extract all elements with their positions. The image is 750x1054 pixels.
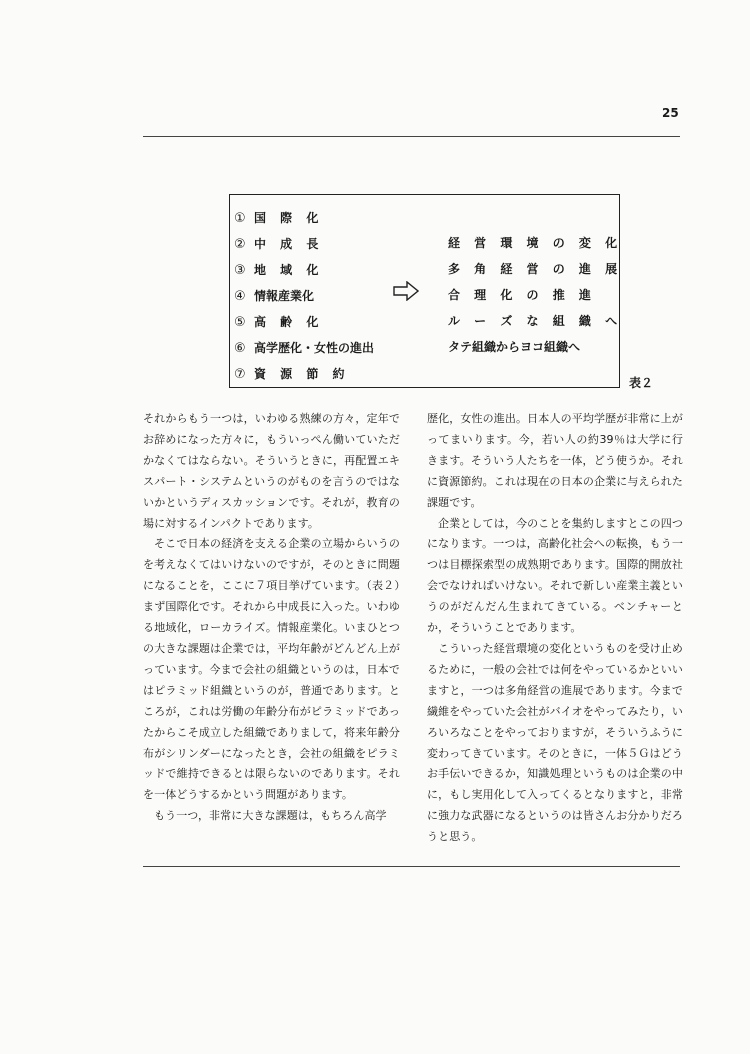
paragraph: 歴化，女性の進出。日本人の平均学歴が非常に上がってまいります。今，若い人の約39％は大学に行きます。そういう人たちを一体，どう使うか。それに資源節約。これは現在の日本の企業に与えられた課題です。: [427, 412, 683, 509]
item-number: ⑤: [234, 315, 246, 330]
outline-right-arrow-icon: [393, 281, 419, 301]
item-label: 情報産業化: [254, 289, 315, 303]
result-item: タテ組織からヨコ組織へ: [448, 340, 581, 354]
item-label: 地 域 化: [254, 263, 324, 277]
item-label: 高 齢 化: [254, 315, 324, 329]
item-label: 国 際 化: [254, 211, 324, 225]
paragraph: そこで日本の経済を支える企業の立場からいうのを考えなくてはいけないのですが，そのときに問題になることを，ここに７項目挙げています。（表２）まず国際化です。それから中成長に入った。いわゆる地域化，ローカライズ。情報産業化。いまひとつの大きな課題は企業では，平均年齢がどんどん上がっています。今まで会社の組織というのは，日本ではピラミッド組織というのが，普通であります。ところが，これは労働の年齢分布がピラミッドであったからこそ成立した組織でありまして，将来年齢分布がシリンダーになったとき，会社の組織をピラミッドで維持できるとは限らないのであります。それを一体どうするかという問題があります。: [143, 537, 400, 802]
table-2-box: [229, 194, 623, 388]
result-item: 多 角 経 営 の 進 展: [448, 262, 623, 276]
factor-item: [234, 309, 374, 335]
result-item: 経 営 環 境 の 変 化: [448, 236, 623, 250]
table-caption: 表２: [629, 376, 654, 390]
factor-item: [234, 231, 374, 257]
item-label: 高学歴化・女性の進出: [254, 341, 375, 355]
factor-list: [234, 205, 374, 387]
item-label: 中 成 長: [254, 237, 324, 251]
item-number: ⑥: [234, 341, 246, 356]
factor-item: [234, 335, 374, 361]
item-label: 資 源 節 約: [254, 367, 350, 381]
header-rule: [143, 136, 680, 137]
factor-item: [234, 205, 374, 231]
left-text-column: [143, 409, 400, 827]
footer-rule: [143, 866, 680, 867]
factor-item: [234, 283, 374, 309]
paragraph: こういった経営環境の変化というものを受け止めるために，一般の会社では何をやっているかといいますと，一つは多角経営の進展であります。今まで繊維をやっていた会社がバイオをやってみたり，いろいろなことをやっておりますが，そういうふうに変わってきています。そのときに，一体５Ｇはどうお手伝いできるか，知識処理というものは企業の中に，もし実用化して入ってくるとなりますと，非常に強力な武器になるというのは皆さんお分かりだろうと思う。: [427, 641, 683, 844]
paragraph: もう一つ，非常に大きな課題は，もちろん高学: [154, 809, 387, 823]
item-number: ②: [234, 237, 246, 252]
paragraph: それからもう一つは，いわゆる熟練の方々，定年でお辞めになった方々に，もういっぺん働いていただかなくてはならない。そういうときに，再配置エキスパート・システムというのがものを言うのではないかというディスカッションです。それが，教育の場に対するインパクトであります。: [143, 412, 400, 530]
result-item: ル ー ズ な 組 織 へ: [448, 314, 623, 328]
result-list: [448, 230, 622, 360]
right-text-column: [427, 409, 683, 848]
item-number: ⑦: [234, 367, 246, 382]
paragraph: 企業としては，今のことを集約しますとこの四つになります。一つは，高齢化社会への転換，もう一つは目標探索型の成熟期であります。国際的開放社会でなければいけない。それで新しい産業主義というのがだんだん生まれてきている。ベンチャーとか，そういうことであります。: [427, 516, 683, 635]
factor-item: [234, 257, 374, 283]
item-number: ③: [234, 263, 246, 278]
item-number: ①: [234, 211, 246, 226]
page-number: 25: [662, 106, 679, 120]
result-item: 合 理 化 の 推 進: [448, 288, 596, 302]
item-number: ④: [234, 289, 246, 304]
factor-item: [234, 361, 374, 387]
